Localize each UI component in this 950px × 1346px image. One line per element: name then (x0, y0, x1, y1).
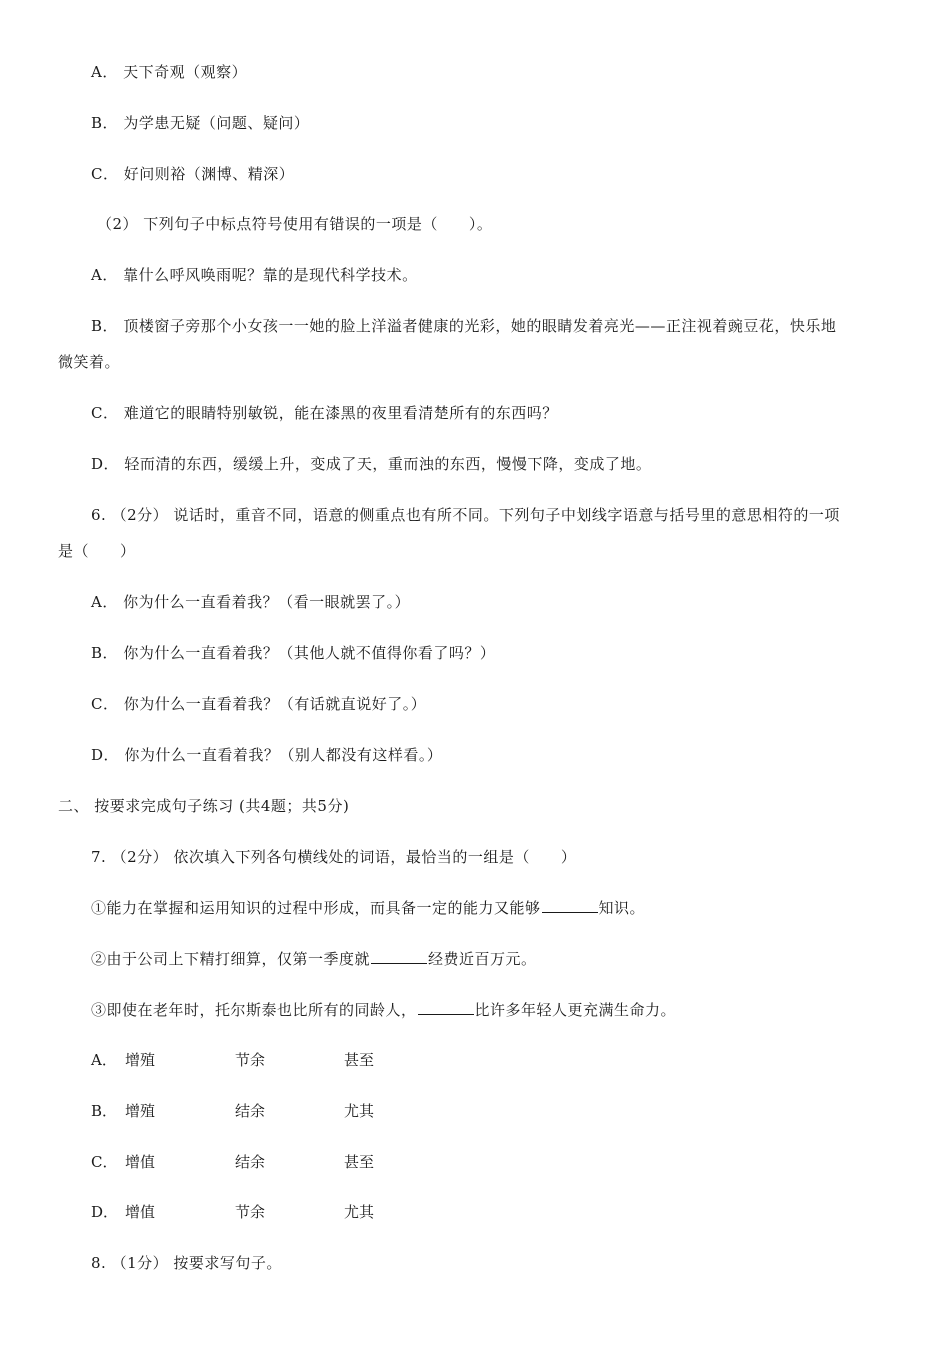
q6-option-d: D． 你为什么一直看着我？（别人都没有这样看。） (91, 746, 443, 764)
q5-option-a: A． 天下奇观（观察） (91, 63, 248, 81)
q7-stem: 7. （2分） 依次填入下列各句横线处的词语，最恰当的一组是（ ） (91, 848, 577, 866)
q6-option-b: B． 你为什么一直看着我？（其他人就不值得你看了吗？） (91, 644, 496, 662)
q5-sub2-option-b: B． 顶楼窗子旁那个小女孩一一她的脸上洋溢者健康的光彩，她的眼睛发着亮光——正注视着豌豆花，快乐地 (91, 317, 837, 335)
q5-sub2-stem: （2） 下列句子中标点符号使用有错误的一项是（ ）。 (97, 215, 493, 233)
q5-sub2-option-c: C． 难道它的眼睛特别敏锐，能在漆黑的夜里看清楚所有的东西吗？ (91, 404, 558, 422)
q5-sub2-option-b-cont: 微笑着。 (58, 353, 121, 371)
q5-option-b: B． 为学患无疑（问题、疑问） (91, 114, 310, 132)
section-2-heading: 二、 按要求完成句子练习 (共4题；共5分) (58, 797, 350, 815)
q7-sentence-3: ③即使在老年时，托尔斯泰也比所有的同龄人， 比许多年轻人更充满生命力。 (91, 1001, 677, 1019)
q6-option-c: C． 你为什么一直看着我？（有话就直说好了。） (91, 695, 427, 713)
q8-stem: 8. （1分） 按要求写句子。 (91, 1254, 282, 1272)
fill-blank (371, 949, 427, 964)
q6-stem-line2: 是（ ） (58, 542, 136, 560)
fill-blank (542, 898, 598, 913)
q7-sentence-2: ②由于公司上下精打细算，仅第一季度就 经费近百万元。 (91, 950, 537, 968)
q5-sub2-option-a: A． 靠什么呼风唤雨呢？靠的是现代科学技术。 (91, 266, 418, 284)
q6-option-a: A． 你为什么一直看着我？（看一眼就罢了。） (91, 593, 411, 611)
q5-option-c: C． 好问则裕（渊博、精深） (91, 165, 295, 183)
fill-blank (418, 1000, 474, 1015)
q7-sentence-1: ①能力在掌握和运用知识的过程中形成，而具备一定的能力又能够 知识。 (91, 899, 646, 917)
q6-stem-line1: 6. （2分） 说话时，重音不同，语意的侧重点也有所不同。下列句子中划线字语意与括号里的意思相符的一项 (91, 506, 840, 524)
q5-sub2-option-d: D． 轻而清的东西，缓缓上升，变成了天，重而浊的东西，慢慢下降，变成了地。 (91, 455, 652, 473)
